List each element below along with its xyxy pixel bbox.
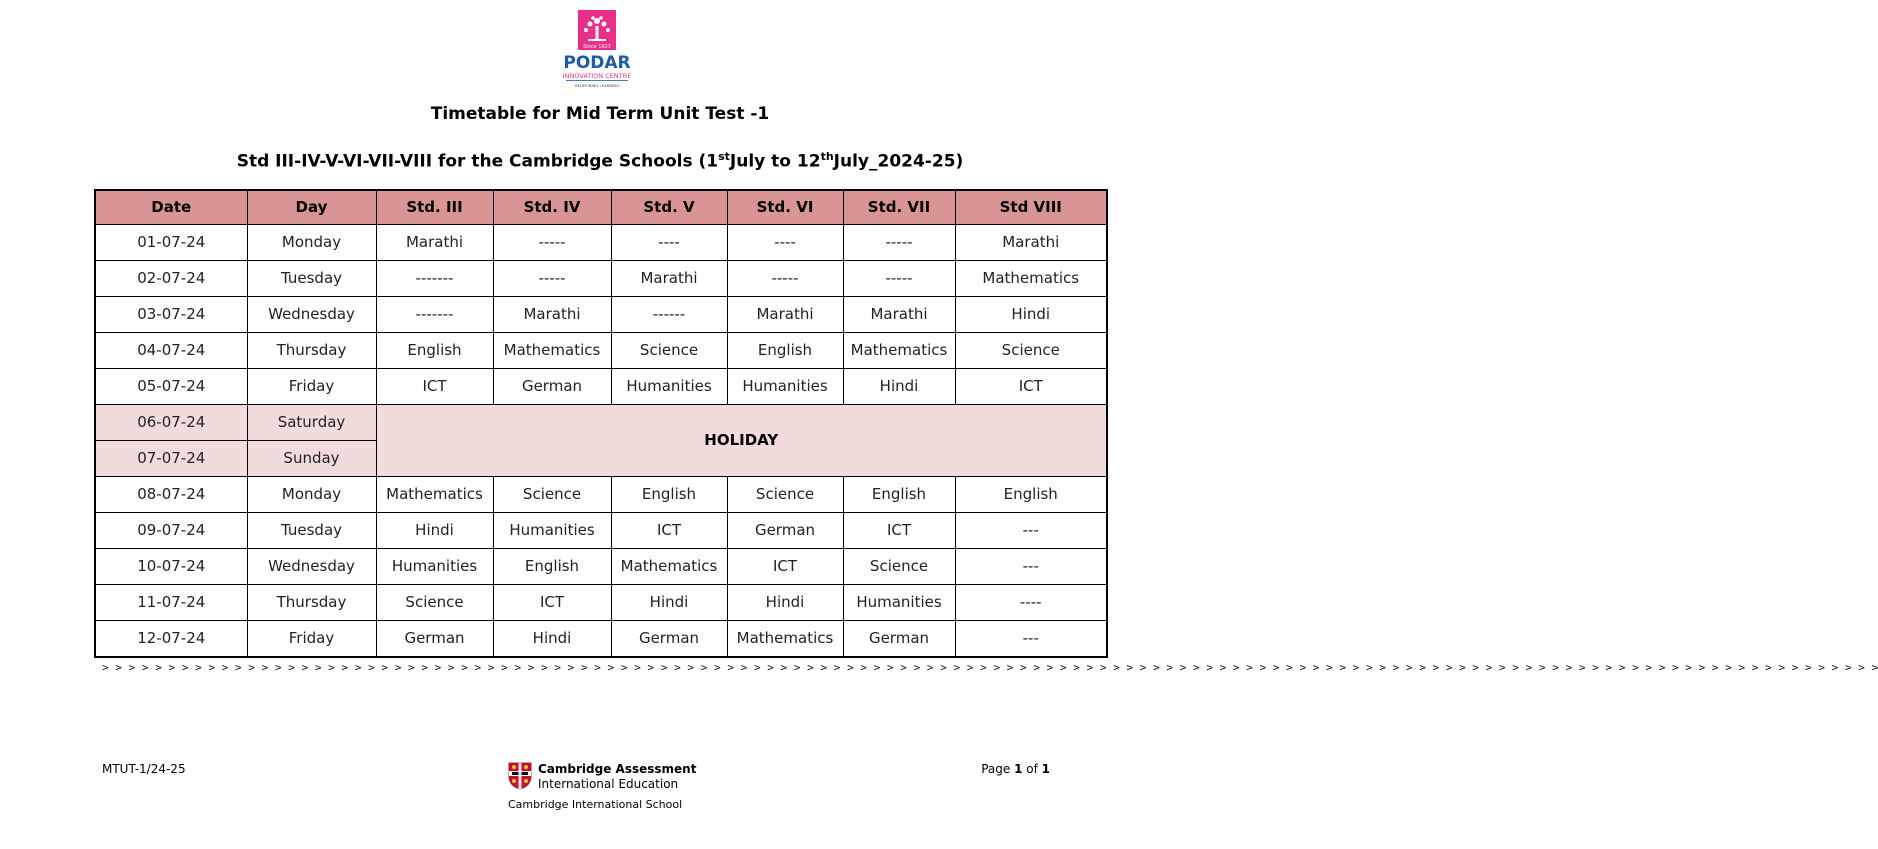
cell-subject: Humanities <box>727 369 843 405</box>
cell-subject: Mathematics <box>376 477 493 513</box>
cell-subject: Marathi <box>376 225 493 261</box>
cell-day: Friday <box>247 621 376 658</box>
page-prefix: Page <box>981 762 1015 776</box>
table-row <box>95 225 1107 261</box>
table-row <box>95 549 1107 585</box>
cell-subject: English <box>727 333 843 369</box>
cell-subject: Science <box>843 549 955 585</box>
cell-date: 04-07-24 <box>95 333 247 369</box>
cell-subject: German <box>611 621 727 658</box>
cell-subject: Mathematics <box>493 333 611 369</box>
cell-subject: Marathi <box>727 297 843 333</box>
cell-date: 07-07-24 <box>95 441 247 477</box>
podar-logo <box>538 8 662 92</box>
separator-line: > > > > > > > > > > > > > > > > > > > > > > > > > > > > > > > > > > > > > > > > > > > > > > > > > > > > > > > > > > > > > > > > > > > > > > > > > > > > > > > > > > > > > > > > > > > > > > > > > > > > > > > > > > > > > > > > > > > > > > > > > > > > > > > > > > > > > > <box>102 661 1878 674</box>
cell-date: 03-07-24 <box>95 297 247 333</box>
header-day: Day <box>247 190 376 225</box>
cell-date: 12-07-24 <box>95 621 247 658</box>
header-std-v: Std. V <box>611 190 727 225</box>
header-row <box>95 190 1107 225</box>
cell-day: Monday <box>247 225 376 261</box>
table-row <box>95 333 1107 369</box>
header-std-vi: Std. VI <box>727 190 843 225</box>
subtitle-suffix: July_2024-25) <box>833 151 964 172</box>
cell-subject: Hindi <box>955 297 1107 333</box>
cell-subject: ----- <box>727 261 843 297</box>
cell-subject: English <box>376 333 493 369</box>
cell-subject: ----- <box>843 261 955 297</box>
logo-brand: PODAR <box>563 53 631 73</box>
cell-subject: Humanities <box>493 513 611 549</box>
cell-subject: Science <box>727 477 843 513</box>
cell-subject: ICT <box>493 585 611 621</box>
cell-subject: ---- <box>611 225 727 261</box>
cell-day: Saturday <box>247 405 376 441</box>
table-row <box>95 261 1107 297</box>
table-row <box>95 585 1107 621</box>
cell-subject: Humanities <box>376 549 493 585</box>
header-std-vii: Std. VII <box>843 190 955 225</box>
cell-subject: --- <box>955 549 1107 585</box>
cell-date: 08-07-24 <box>95 477 247 513</box>
page-number <box>981 762 1050 776</box>
cell-day: Tuesday <box>247 513 376 549</box>
subtitle-sup2: th <box>820 150 834 163</box>
subtitle-mid: July to 12 <box>729 151 821 172</box>
cell-date: 01-07-24 <box>95 225 247 261</box>
cell-subject: Science <box>376 585 493 621</box>
subtitle-prefix: Std III-IV-V-VI-VII-VIII for the Cambridge Schools (1 <box>236 151 719 172</box>
page-current: 1 <box>1014 762 1023 776</box>
cell-subject: Science <box>611 333 727 369</box>
cell-date: 06-07-24 <box>95 405 247 441</box>
cell-subject: Mathematics <box>611 549 727 585</box>
cell-subject: ICT <box>843 513 955 549</box>
cell-subject: ---- <box>727 225 843 261</box>
subtitle-sup1: st <box>718 150 730 163</box>
logo-since: Since 1927 <box>583 44 611 50</box>
document-code: MTUT-1/24-25 <box>102 762 186 776</box>
holiday-label: HOLIDAY <box>376 405 1107 477</box>
table-row <box>95 369 1107 405</box>
cell-day: Thursday <box>247 333 376 369</box>
school-name: Cambridge International School <box>508 798 683 811</box>
cambridge-shield-icon <box>508 762 532 790</box>
cell-subject: Hindi <box>493 621 611 658</box>
cell-subject: Mathematics <box>955 261 1107 297</box>
cell-subject: Humanities <box>611 369 727 405</box>
cambridge-line2: International Education <box>538 777 679 791</box>
timetable <box>94 189 1108 658</box>
holiday-row <box>95 405 1107 441</box>
logo-tagline: REDEFINING LEARNING <box>574 83 620 88</box>
cell-subject: ------- <box>376 297 493 333</box>
header-std-iii: Std. III <box>376 190 493 225</box>
cell-subject: ----- <box>493 261 611 297</box>
cell-day: Wednesday <box>247 549 376 585</box>
cell-date: 11-07-24 <box>95 585 247 621</box>
cell-day: Thursday <box>247 585 376 621</box>
table-row <box>95 297 1107 333</box>
cambridge-line1: Cambridge Assessment <box>538 762 697 776</box>
cell-subject: Hindi <box>611 585 727 621</box>
cell-date: 09-07-24 <box>95 513 247 549</box>
cambridge-logo <box>508 760 697 791</box>
page-subtitle <box>0 150 1200 172</box>
cell-subject: ICT <box>727 549 843 585</box>
cell-subject: ------ <box>611 297 727 333</box>
cell-subject: Science <box>493 477 611 513</box>
cell-subject: Marathi <box>843 297 955 333</box>
cell-subject: German <box>493 369 611 405</box>
cell-subject: Hindi <box>376 513 493 549</box>
cell-subject: Mathematics <box>843 333 955 369</box>
cell-subject: ICT <box>955 369 1107 405</box>
cell-subject: English <box>843 477 955 513</box>
cell-subject: English <box>493 549 611 585</box>
cell-subject: German <box>843 621 955 658</box>
cell-day: Wednesday <box>247 297 376 333</box>
cell-date: 05-07-24 <box>95 369 247 405</box>
logo-rule <box>566 80 628 81</box>
cell-day: Tuesday <box>247 261 376 297</box>
header-std-iv: Std. IV <box>493 190 611 225</box>
cell-subject: --- <box>955 513 1107 549</box>
page-of: of <box>1022 762 1042 776</box>
podar-logo-graphic <box>538 8 662 92</box>
cell-subject: English <box>611 477 727 513</box>
cell-subject: --- <box>955 621 1107 658</box>
cell-subject: ICT <box>376 369 493 405</box>
cell-subject: Marathi <box>611 261 727 297</box>
table-row <box>95 621 1107 658</box>
cell-subject: Marathi <box>493 297 611 333</box>
cell-date: 10-07-24 <box>95 549 247 585</box>
table-row <box>95 477 1107 513</box>
page-total: 1 <box>1041 762 1050 776</box>
cell-subject: ---- <box>955 585 1107 621</box>
cell-subject: ICT <box>611 513 727 549</box>
cell-subject: Hindi <box>843 369 955 405</box>
cell-subject: Mathematics <box>727 621 843 658</box>
cell-subject: ------- <box>376 261 493 297</box>
cell-subject: German <box>727 513 843 549</box>
cell-subject: ----- <box>843 225 955 261</box>
cell-day: Monday <box>247 477 376 513</box>
cell-subject: Science <box>955 333 1107 369</box>
cell-date: 02-07-24 <box>95 261 247 297</box>
cell-subject: Marathi <box>955 225 1107 261</box>
header-date: Date <box>95 190 247 225</box>
header-std-viii: Std VIII <box>955 190 1107 225</box>
cell-subject: German <box>376 621 493 658</box>
page-title: Timetable for Mid Term Unit Test -1 <box>430 104 770 124</box>
cell-day: Sunday <box>247 441 376 477</box>
cell-subject: English <box>955 477 1107 513</box>
cell-subject: Hindi <box>727 585 843 621</box>
logo-subbrand: INNOVATION CENTRE <box>562 72 632 80</box>
cell-day: Friday <box>247 369 376 405</box>
cell-subject: Humanities <box>843 585 955 621</box>
cell-subject: ----- <box>493 225 611 261</box>
table-row <box>95 513 1107 549</box>
